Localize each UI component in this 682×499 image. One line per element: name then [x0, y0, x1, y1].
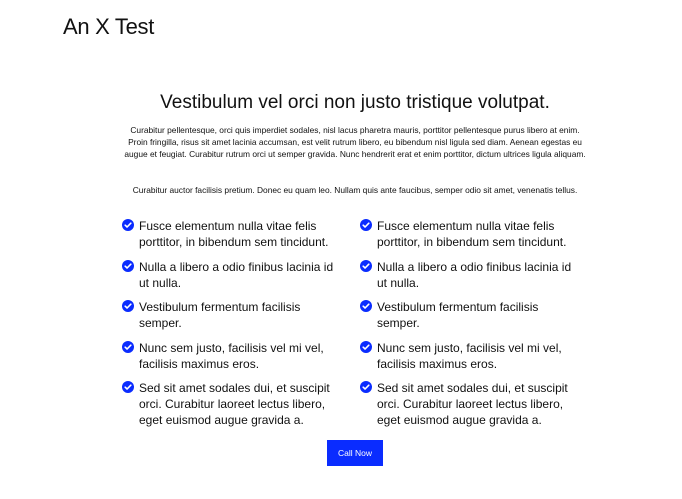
feature-text: Sed sit amet sodales dui, et suscipit orci. Curabitur laoreet lectus libero, eget euismod augue gravida a. [139, 381, 330, 427]
feature-item [360, 299, 580, 331]
check-circle-icon [360, 260, 372, 272]
feature-text: Vestibulum fermentum facilisis semper. [139, 300, 301, 330]
check-circle-icon [122, 341, 134, 353]
feature-list-right [360, 218, 580, 437]
check-circle-icon [360, 300, 372, 312]
feature-text: Fusce elementum nulla vitae felis porttitor, in bibendum sem tincidunt. [377, 219, 567, 249]
check-circle-icon [122, 381, 134, 393]
feature-text: Nunc sem justo, facilisis vel mi vel, facilisis maximus eros. [139, 340, 324, 371]
check-circle-icon [360, 381, 372, 393]
feature-item [360, 340, 580, 372]
headline: Vestibulum vel orci non justo tristique volutpat. [160, 92, 550, 113]
feature-item [360, 218, 580, 250]
feature-text: Nunc sem justo, facilisis vel mi vel, facilisis maximus eros. [377, 340, 562, 371]
feature-text: Fusce elementum nulla vitae felis porttitor, in bibendum sem tincidunt. [139, 219, 329, 249]
feature-item [122, 299, 342, 331]
check-circle-icon [122, 219, 134, 231]
check-circle-icon [122, 300, 134, 312]
feature-item [122, 259, 342, 291]
call-now-button[interactable]: Call Now [327, 440, 383, 466]
feature-text: Sed sit amet sodales dui, et suscipit orci. Curabitur laoreet lectus libero, eget euismod augue gravida a. [377, 381, 568, 427]
check-circle-icon [122, 260, 134, 272]
check-circle-icon [360, 219, 372, 231]
feature-item [360, 380, 580, 428]
feature-item [122, 218, 342, 250]
feature-item [122, 380, 342, 428]
secondary-paragraph: Curabitur auctor facilisis pretium. Donec eu quam leo. Nullam quis ante faucibus, semper odio sit amet, venenatis tellus. [132, 185, 578, 195]
feature-text: Vestibulum fermentum facilisis semper. [377, 300, 539, 330]
intro-paragraph: Curabitur pellentesque, orci quis imperdiet sodales, nisl lacus pharetra mauris, porttitor pellentesque purus libero at enim. Proin fringilla, risus sit amet lacinia accumsan, est velit rutrum libero, eu bibendum nisl ligula sed diam. Aenean egestas eu augue et feugiat. Curabitur rutrum orci ut semper gravida. Nunc hendrerit erat et enim porttitor, dictum ultrices ligula aliquam. [124, 125, 586, 160]
feature-text: Nulla a libero a odio finibus lacinia id ut nulla. [377, 259, 572, 290]
site-title: An X Test [63, 14, 155, 39]
feature-item [122, 340, 342, 372]
feature-list-left [122, 218, 342, 437]
feature-item [360, 259, 580, 291]
check-circle-icon [360, 341, 372, 353]
feature-text: Nulla a libero a odio finibus lacinia id ut nulla. [139, 259, 334, 290]
